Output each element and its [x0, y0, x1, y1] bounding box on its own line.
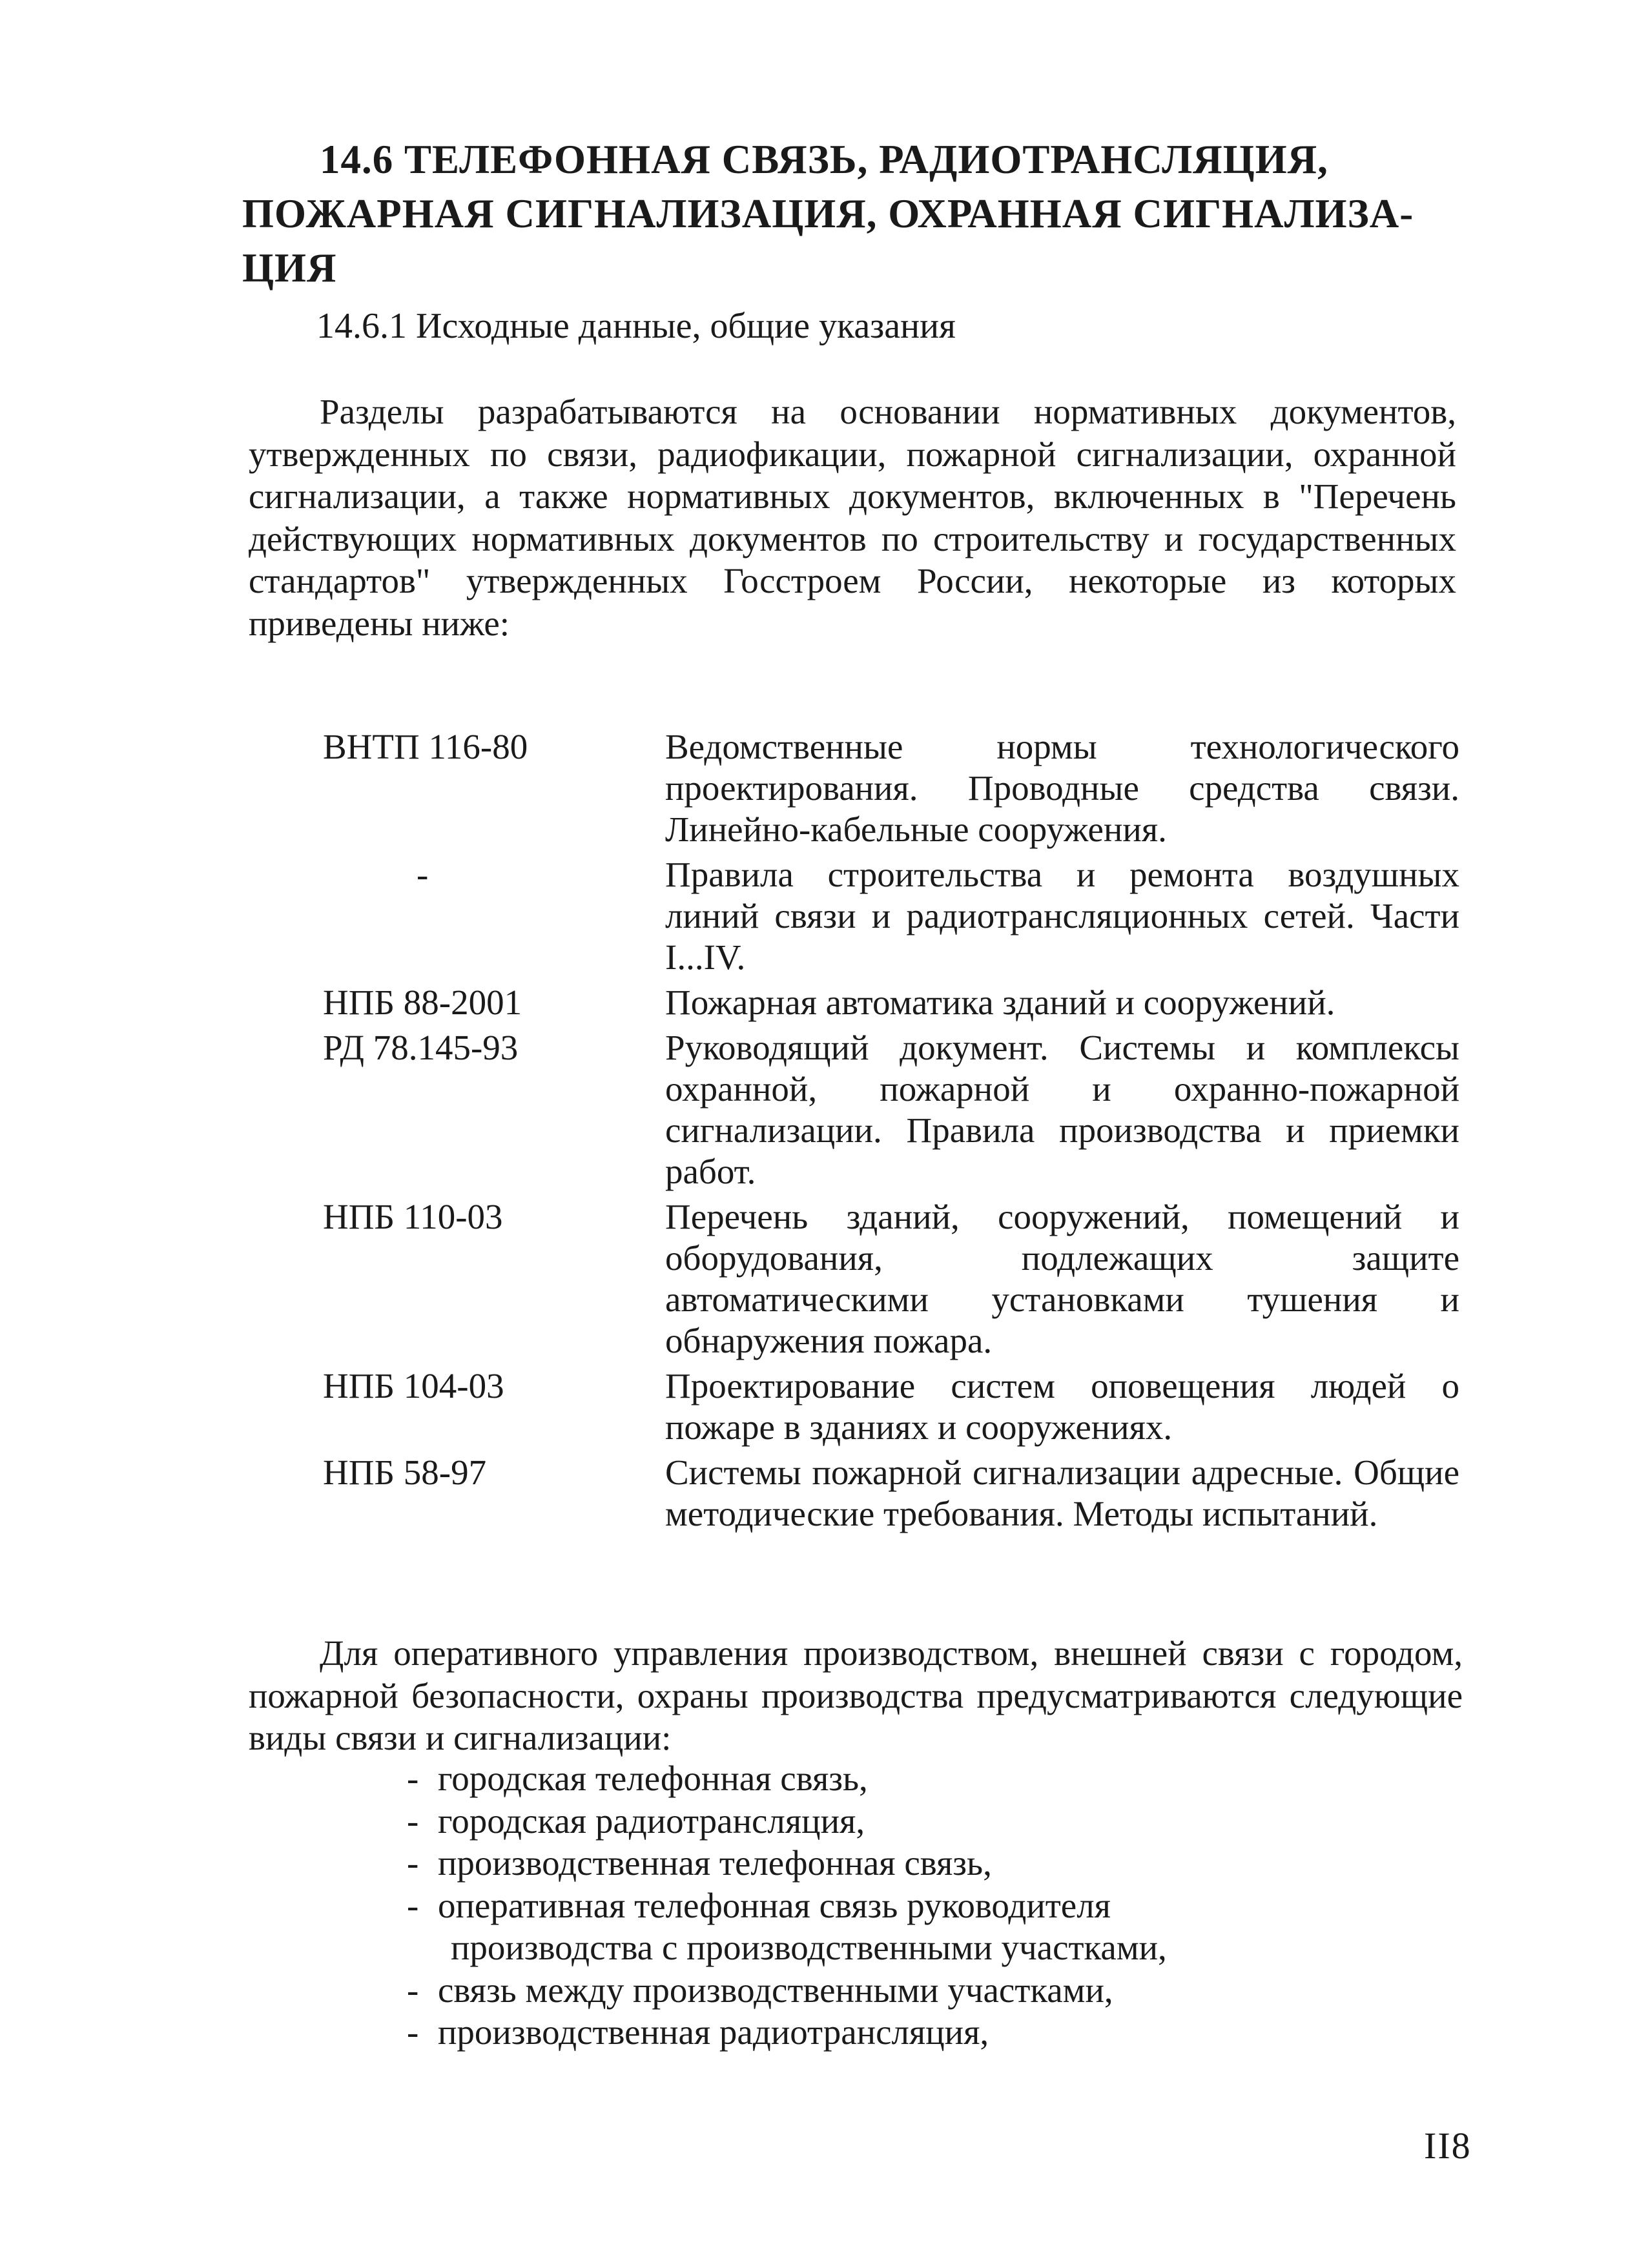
operational-paragraph	[249, 1632, 1463, 1759]
list-item-text: городская радиотрансляция,	[438, 1801, 865, 1841]
section-title-line-3: ЦИЯ	[242, 245, 337, 291]
reference-code: НПБ 110-03	[323, 1197, 503, 1236]
reference-description: Пожарная автоматика зданий и сооружений.	[665, 983, 1335, 1022]
subsection-heading: 14.6.1 Исходные данные, общие указания	[316, 306, 956, 346]
list-item-text: связь между производственными участками,	[438, 1970, 1113, 2010]
list-item	[407, 1757, 1505, 1800]
list-item-text: производственная радиотрансляция,	[438, 2012, 989, 2052]
reference-item	[323, 854, 1459, 978]
list-item-text: городская телефонная связь,	[438, 1759, 868, 1798]
communication-types-list	[407, 1757, 1505, 2054]
list-item	[407, 1885, 1505, 1969]
intro-paragraph	[249, 391, 1456, 644]
section-title-line-2: ПОЖАРНАЯ СИГНАЛИЗАЦИЯ, ОХРАННАЯ СИГНАЛИЗА-	[242, 191, 1414, 236]
reference-list	[323, 726, 1459, 1538]
reference-code: РД 78.145-93	[323, 1028, 519, 1067]
section-title-line-1: 14.6 ТЕЛЕФОННАЯ СВЯЗЬ, РАДИОТРАНСЛЯЦИЯ,	[320, 137, 1328, 182]
list-item	[407, 2011, 1505, 2054]
reference-code: НПБ 104-03	[323, 1366, 504, 1405]
reference-description: Системы пожарной сигнализации адресные. Общие методические требования. Методы испытаний.	[665, 1453, 1459, 1533]
reference-code: НПБ 58-97	[323, 1453, 487, 1492]
reference-description: Перечень зданий, сооружений, помещений и оборудования, подлежащих защите автоматическими установками тушения и обнаружения пожара.	[665, 1197, 1459, 1360]
reference-description: Правила строительства и ремонта воздушных линий связи и радиотрансляционных сетей. Части I...IV.	[665, 855, 1459, 977]
reference-description: Руководящий документ. Системы и комплексы охранной, пожарной и охранно-пожарной сигнализации. Правила производства и приемки работ.	[665, 1028, 1459, 1191]
reference-item	[323, 726, 1459, 850]
reference-description: Ведомственные нормы технологического проектирования. Проводные средства связи. Линейно-кабельные сооружения.	[665, 727, 1459, 849]
operational-paragraph-text: Для оперативного управления производством, внешней связи с городом, пожарной безопасности, охраны производства предусматриваются следующие виды связи и сигнализации:	[249, 1633, 1463, 1757]
list-item	[407, 1969, 1505, 2012]
reference-item	[323, 1196, 1459, 1362]
reference-item	[323, 1452, 1459, 1535]
list-item-continuation: производства с производственными участками,	[451, 1928, 1167, 1967]
reference-item	[323, 982, 1459, 1023]
reference-code: -	[417, 855, 429, 894]
reference-code: НПБ 88-2001	[323, 983, 522, 1022]
section-title	[242, 132, 1501, 295]
reference-item	[323, 1365, 1459, 1448]
list-item	[407, 1800, 1505, 1843]
list-item-text: производственная телефонная связь,	[438, 1843, 992, 1883]
intro-paragraph-text: Разделы разрабатываются на основании нормативных документов, утвержденных по связи, радиофикации, пожарной сигнализации, охранной сигнализации, а также нормативных документов, включенных в "Перечень действующих нормативных документов по строительству и государственных стандартов" утвержденных Госстроем России, некоторые из которых приведены ниже:	[249, 392, 1456, 643]
list-item-text: оперативная телефонная связь руководителя	[438, 1885, 1111, 1925]
reference-description: Проектирование систем оповещения людей о пожаре в зданиях и сооружениях.	[665, 1366, 1459, 1447]
reference-item	[323, 1027, 1459, 1192]
reference-code: ВНТП 116-80	[323, 727, 528, 766]
page-number: II8	[1424, 2125, 1472, 2167]
list-item	[407, 1842, 1505, 1885]
